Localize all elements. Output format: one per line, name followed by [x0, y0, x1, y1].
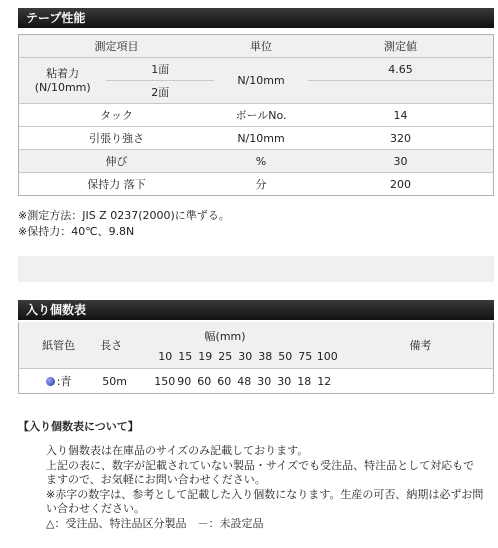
adhesion-sub-1: 1面: [106, 58, 214, 81]
adhesion-label-line2: (N/10mm): [34, 80, 91, 94]
qty-col-remarks: 備考: [409, 339, 432, 352]
about-line: △：受注品、特注品区分製品 －：未設定品: [46, 516, 264, 530]
perf-table: [18, 34, 494, 196]
perf-table-header-row: [19, 35, 494, 58]
qty-cell-remarks: [348, 369, 494, 394]
count-value: 48: [237, 374, 252, 388]
count-value: 12: [317, 374, 332, 388]
perf-row-item: タック: [19, 104, 215, 127]
about-line: 入り個数表は在庫品のサイズのみ記載しております。: [46, 444, 309, 457]
qty-col-width: [152, 322, 348, 369]
perf-notes: [18, 208, 230, 240]
perf-col-value: 測定値: [308, 35, 494, 58]
perf-row-unit: ボールNo.: [214, 104, 308, 127]
adhesion-unit: N/10mm: [214, 58, 308, 104]
tube-color-label: :青: [56, 375, 72, 388]
adhesion-label: [19, 58, 107, 104]
spacer-bar: [18, 256, 494, 282]
width-size: 25: [218, 350, 233, 363]
perf-row-unit: N/10mm: [214, 127, 308, 150]
perf-row-item: 伸び: [19, 150, 215, 173]
perf-row: [19, 104, 494, 127]
width-size: 15: [178, 350, 193, 363]
perf-col-item: 測定項目: [19, 35, 215, 58]
count-value: 18: [297, 374, 312, 388]
qty-data-row: [19, 369, 494, 394]
about-body: [46, 444, 496, 531]
width-size: 10: [158, 350, 173, 363]
perf-section-title: テープ性能: [26, 11, 86, 25]
note-holding-power: ※保持力：40℃、9.8N: [18, 225, 135, 238]
width-size: 30: [238, 350, 253, 363]
perf-row-unit: %: [214, 150, 308, 173]
about-line: い合わせください。: [46, 502, 145, 515]
qty-table: [18, 322, 494, 394]
perf-row-unit: 分: [214, 173, 308, 196]
perf-row-value: 200: [308, 173, 494, 196]
count-value: 90: [177, 374, 192, 388]
count-value: 30: [277, 374, 292, 388]
qty-width-sizes: [153, 350, 347, 363]
perf-row-value: 320: [308, 127, 494, 150]
perf-row: [19, 127, 494, 150]
about-line: ますので、お気軽にお問い合わせください。: [46, 473, 266, 486]
perf-row: [19, 173, 494, 196]
adhesion-sub-2: 2面: [106, 81, 214, 104]
width-size: 50: [278, 350, 293, 363]
qty-col-length: 長さ: [100, 339, 123, 352]
count-value: 60: [217, 374, 232, 388]
about-line: 上記の表に、数字が記載されていない製品・サイズでも受注品、特注品として対応もで: [46, 458, 475, 472]
perf-row-value: 30: [308, 150, 494, 173]
perf-row-value: 14: [308, 104, 494, 127]
perf-section-header: [18, 8, 494, 28]
width-size: 100: [316, 350, 338, 363]
note-test-method: ※測定方法：JIS Z 0237(2000)に準ずる。: [18, 209, 230, 222]
count-value: 60: [197, 374, 212, 388]
qty-header-row: [19, 322, 494, 369]
qty-cell-counts: [152, 369, 348, 394]
perf-row: [19, 150, 494, 173]
width-size: 38: [258, 350, 273, 363]
qty-section-title: 入り個数表: [26, 303, 87, 317]
perf-row-item: 保持力 落下: [19, 173, 215, 196]
count-value: 30: [257, 374, 272, 388]
width-size: 19: [198, 350, 213, 363]
blue-tube-icon: [46, 377, 55, 386]
about-title: 【入り個数表について】: [18, 420, 139, 433]
adhesion-value-1: 4.65: [308, 58, 494, 81]
qty-cell-length: 50m: [98, 369, 152, 394]
adhesion-value-2: [308, 81, 494, 104]
adhesion-label-line1: 粘着力: [46, 66, 80, 80]
qty-col-color: 紙管色: [42, 339, 76, 352]
width-size: 75: [298, 350, 313, 363]
qty-cell-color: [19, 369, 99, 394]
count-value: 150: [154, 374, 176, 388]
perf-row-item: 引張り強さ: [19, 127, 215, 150]
perf-col-unit: 単位: [214, 35, 308, 58]
qty-width-title: 幅(mm): [204, 330, 246, 343]
about-line: ※赤字の数字は、参考として記載した入り個数になります。生産の可否、納期は必ずお問: [46, 487, 484, 501]
perf-row-adhesion-1: [19, 58, 494, 81]
qty-section-header: [18, 300, 494, 320]
